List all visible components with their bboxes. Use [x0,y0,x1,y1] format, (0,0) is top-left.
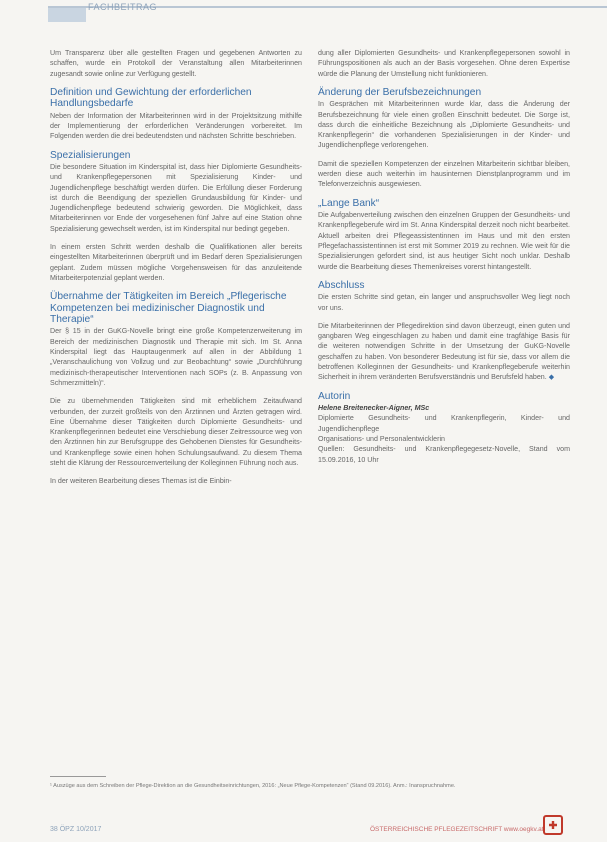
paragraph-taetigkeiten-1: Der § 15 in der GuKG-Novelle bringt eine große Kompetenzerweiterung im Bereich der medizinischen Diagnostik und Therapie mit sich. Im St. Anna Kinderspital liegt das Hauptaugenmerk auf allen in der Abbildung 1 „Veranschaulichung von Vollzug und zur Beobachtung“ sowie „Durchführung medizinisch-therapeutischer Interventionen nach SOPs (z. B. Anpassung von Schmerzmitteln)“. [50,327,302,387]
heading-autorin: Autorin [318,390,351,402]
paragraph-spezialisierungen-1: Die besondere Situation im Kinderspital ist, dass hier Diplomierte Gesundheits- und Krankenpflegepersonen mit Spezialisierung Kinder- und Jugendlichenpflege beschäftigt werden dürfen. Die Erfüllung dieser Forderung ist durch die Beendigung der speziellen Grundausbildung für Kinder- und Jugendlichenpflege bedeutend schwierig geworden. Die Möglichkeit, dass Mitarbeiterinnen vor Ende der vorgesehenen fünf Jahre auf eine Station ohne Spezialisierung gewechselt werden, ist im Kinderspital nur bedingt gegeben. [50,163,302,233]
paragraph-berufsbezeichnungen-1: In Gesprächen mit Mitarbeiterinnen wurde klar, dass die Änderung der Berufsbezeichnung für viele einen großen Einschnitt bedeutet. Die Sorge ist, dass durch die einheitliche Bezeichnung als „Diplomierte Gesundheits- und Krankenpflegerin“ die vorhandenen Spezialisierungen in der Kinder- und Jugendlichenpflege verlorengehen. [318,100,570,150]
heading-abschluss: Abschluss [318,279,365,291]
heading-spezialisierungen: Spezialisierungen [50,149,131,161]
paragraph-spezialisierungen-2: In einem ersten Schritt werden deshalb die Qualifikationen aller bereits eingestellten Mitarbeiterinnen überprüft und im Bedarf deren Spezialisierungen geplant. Zudem müssen mögliche Vorgehensweisen für das anzuleitende Mitarbeiterpotenzial geplant werden. [50,243,302,282]
abschluss-text: Die Mitarbeiterinnen der Pflegedirektion sind davon überzeugt, einen guten und gangbaren Weg eingeschlagen zu haben und damit eine tragfähige Basis für die weiteren notwendigen Schritte in der Umsetzung der GuKG-Novelle geschaffen zu haben. Von besonderer Bedeutung ist für sie, dass vor allem die betroffenen Kolleginnen der Gesundheits- und Krankenpflegeberufe weiterhin Sicherheit in ihrem veränderten Berufsverständnis und Berufsfeld haben. [318,321,570,382]
author-name: Helene Breitenecker-Aigner, MSc [318,404,430,413]
paragraph-taetigkeiten-2: Die zu übernehmenden Tätigkeiten sind mit erheblichem Zeitaufwand verbunden, der zurzeit großteils von den Ärztinnen und Ärzten getragen wird. Eine Übernahme dieser Tätigkeiten durch Diplomierte Gesundheits- und Krankenpflegerinnen bedeutet eine Verschiebung dieser Zeitressource weg von den Ärztinnen hin zur Berufsgruppe des Gehobenen Dienstes für Gesundheits- und Krankenpflege sowie einen hohen Schulungsaufwand. Zu diesem Thema steht die Klärung der Ressourcenverteilung der Kolleginnen Führung noch aus. [50,397,302,468]
footnote: ¹ Auszüge aus dem Schreiben der Pflege-Direktion an die Gesundheitseinrichtungen, 2016: „Neue Pflege-Kompetenzen“ (Stand 09.2016). Anm.: Inanspruchnahme. [50,783,456,789]
intro-paragraph: Um Transparenz über alle gestellten Fragen und gegebenen Antworten zu schaffen, wurde ein Protokoll der Veranstaltung allen Mitarbeiterinnen zugesandt sowie online zur Verfügung gestellt. [50,49,302,78]
paragraph-taetigkeiten-3: In der weiteren Bearbeitung dieses Themas ist die Einbin- [50,477,232,486]
continued-paragraph: dung aller Diplomierten Gesundheits- und Krankenpflegepersonen sowohl in Führungspositionen als auch an der Basis vorgesehen. Ohne deren Expertise würde die Planung der Umstellung nicht funktionieren. [318,49,570,78]
heading-handlungsbedarfe: Definition und Gewichtung der erforderlichen Handlungsbedarfe [50,86,252,110]
author-line-2: Organisations- und Personalentwicklerin [318,434,445,443]
right-column [318,48,570,465]
footnote-rule [50,776,106,777]
heading-lange-bank: „Lange Bank“ [318,197,380,209]
heading-berufsbezeichnungen: Änderung der Berufsbezeichnungen [318,86,482,98]
heading-taetigkeiten: Übernahme der Tätigkeiten im Bereich „Pflegerische Kompetenzen bei medizinischer Diagnostik und Therapie“ [50,291,287,326]
author-line-3: Quellen: Gesundheits- und Krankenpflegegesetz-Novelle, Stand vom 15.09.2016, 10 Uhr [318,445,570,464]
header-color-block [48,8,86,22]
paragraph-abschluss-2 [318,321,570,383]
paragraph-lange-bank: Die Aufgabenverteilung zwischen den einzelnen Gruppen der Gesundheits- und Krankenpflegeberufe wird im St. Anna Kinderspital derzeit noch nicht bearbeitet. Aktuell arbeiten drei Pflegeassistentinnen im Haus und mit den ersten Pflegefachassistentinnen ist erst mit Sommer 2019 zu rechnen. Wie weit für die Spezialisierungen gefordert sind, ist aus heutiger Sicht noch unklar. Deshalb wurde die Bearbeitung dieses Themenkreises vorerst hintangestellt. [318,211,570,271]
left-column [50,48,302,495]
logo-icon [543,815,563,835]
author-line-1: Diplomierte Gesundheits- und Krankenpflegerin, Kinder- und Jugendlichenpflege [318,414,570,433]
paragraph-handlungsbedarfe: Neben der Information der Mitarbeiterinnen wird in der Projektsitzung mithilfe der Implementierung der erforderlichen Veränderungen vorbereitet. Im Folgenden werden die drei bedeutendsten und nächsten Schritte beschrieben. [50,111,302,141]
end-mark-icon: ◆ [548,373,555,382]
section-label: FACHBEITRAG [88,2,158,12]
paragraph-berufsbezeichnungen-2: Damit die speziellen Kompetenzen der einzelnen Mitarbeiterin sichtbar bleiben, werden diese auch weiterhin im hausinternen Dienstplanprogramm und im Telefonverzeichnis ausgewiesen. [318,159,570,189]
footer-publication: ÖSTERREICHISCHE PFLEGEZEITSCHRIFT www.oegkv.at [370,826,544,833]
footer-page-info: 38 ÖPZ 10/2017 [50,826,102,833]
paragraph-abschluss-1: Die ersten Schritte sind getan, ein langer und anspruchsvoller Weg liegt noch vor uns. [318,293,570,312]
